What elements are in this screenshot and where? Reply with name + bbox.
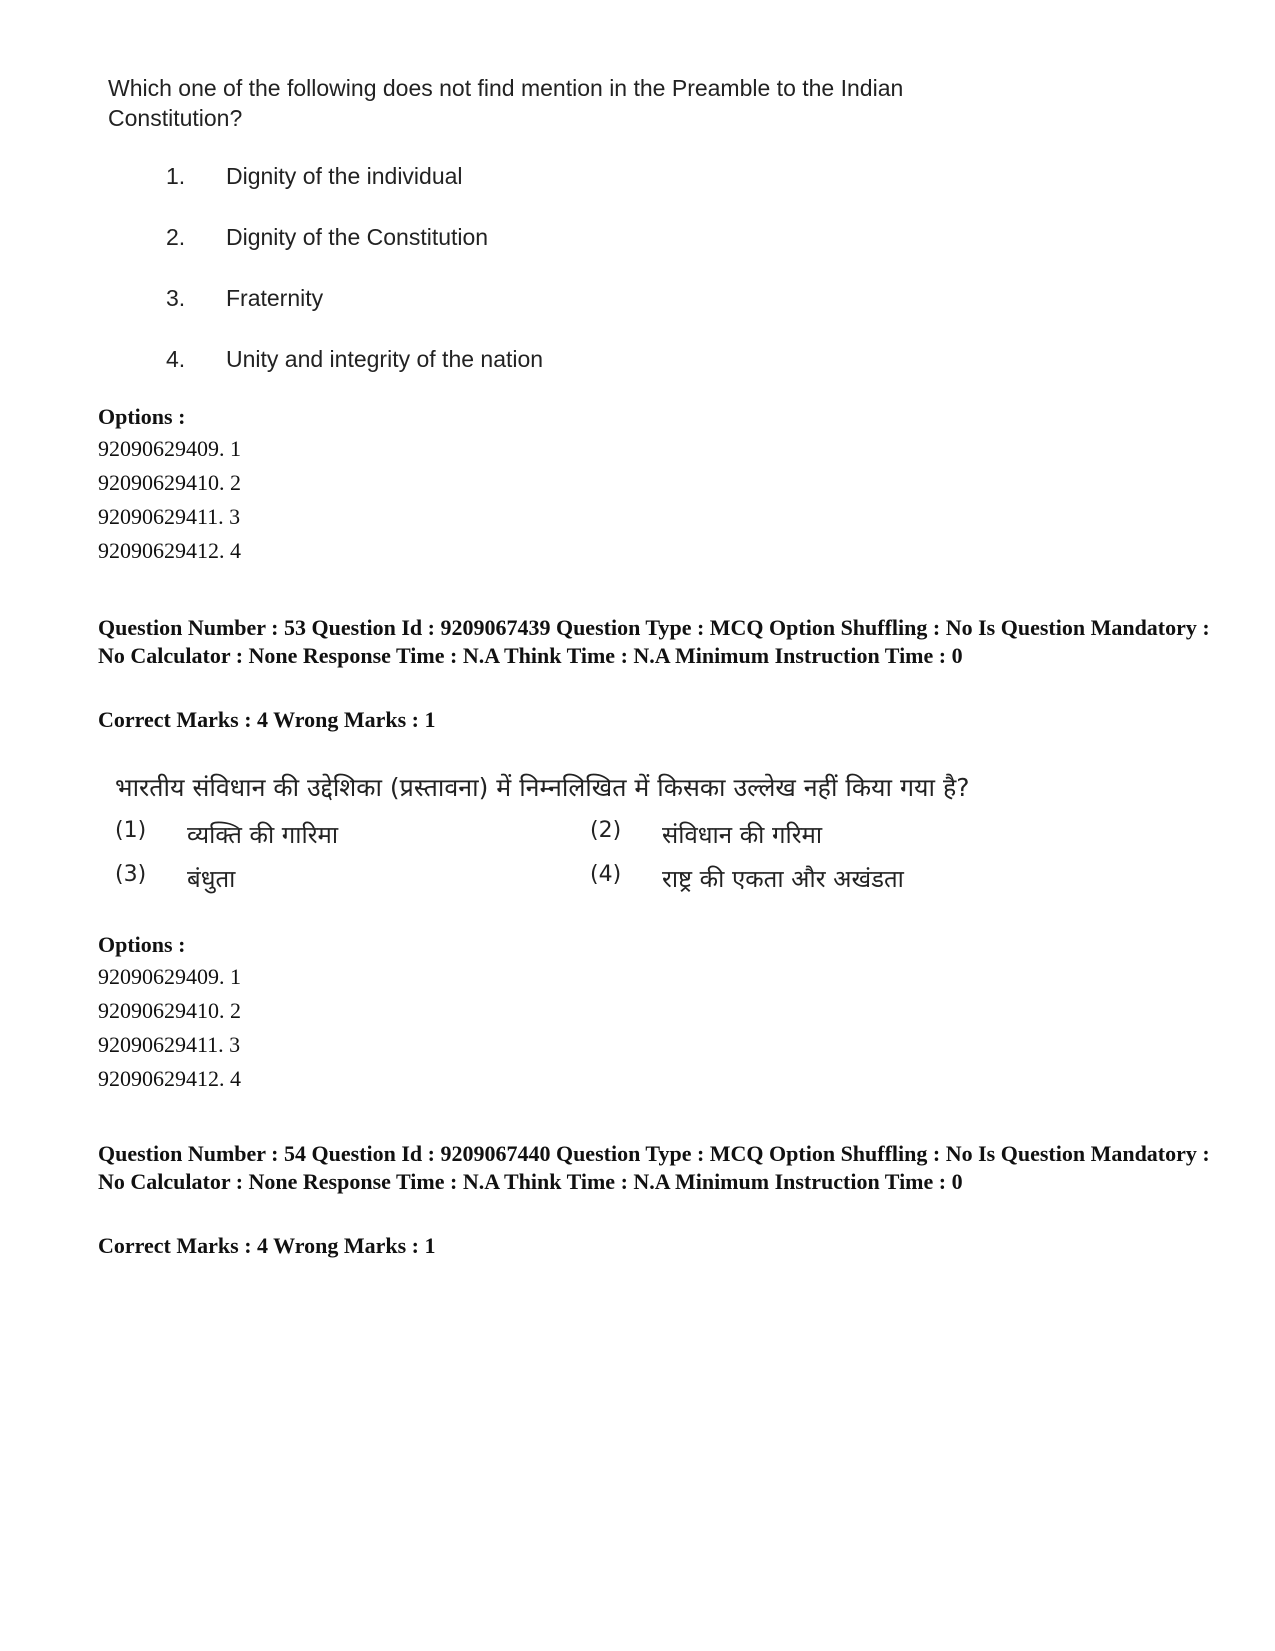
- choice-text: व्यक्ति की गारिमा: [187, 821, 339, 849]
- options-heading: Options :: [98, 404, 186, 429]
- question-53-options: [98, 930, 241, 1096]
- choice-number: 4.: [166, 346, 186, 372]
- choice-item: [166, 346, 543, 407]
- question-53-marks: Correct Marks : 4 Wrong Marks : 1: [98, 707, 436, 732]
- question-52-options: [98, 402, 241, 568]
- option-line: 92090629409. 1: [98, 436, 241, 461]
- hindi-choice-4: [590, 862, 904, 895]
- choice-number: (1): [115, 818, 147, 843]
- option-line: 92090629412. 4: [98, 538, 241, 563]
- options-heading: Options :: [98, 932, 186, 957]
- choice-number: 3.: [166, 285, 186, 311]
- option-line: 92090629409. 1: [98, 964, 241, 989]
- choice-text: Dignity of the individual: [226, 163, 463, 189]
- choice-text: राष्ट्र की एकता और अखंडता: [662, 865, 904, 893]
- option-line: 92090629411. 3: [98, 504, 241, 529]
- choice-item: [166, 224, 543, 285]
- choice-text: संविधान की गरिमा: [662, 821, 823, 849]
- question-53-hindi-stem: भारतीय संविधान की उद्देशिका (प्रस्तावना) में निम्नलिखित में किसका उल्लेख नहीं किया गया है?: [115, 773, 970, 802]
- option-line: 92090629412. 4: [98, 1066, 241, 1091]
- choice-number: 1.: [166, 163, 186, 189]
- hindi-choice-3: [115, 862, 235, 895]
- hindi-choice-1: [115, 818, 338, 851]
- question-52-choices: [166, 163, 543, 407]
- question-52-stem: Which one of the following does not find mention in the Preamble to the Indian Constitution?: [108, 75, 904, 131]
- question-53-meta: Question Number : 53 Question Id : 9209067439 Question Type : MCQ Option Shuffling : No Is Question Mandatory : No Calculator : None Response Time : N.A Think Time : N.A Minimum Instruction Time : 0: [98, 615, 1210, 668]
- option-line: 92090629410. 2: [98, 470, 241, 495]
- choice-text: Dignity of the Constitution: [226, 224, 489, 250]
- question-54-meta: Question Number : 54 Question Id : 9209067440 Question Type : MCQ Option Shuffling : No Is Question Mandatory : No Calculator : None Response Time : N.A Think Time : N.A Minimum Instruction Time : 0: [98, 1141, 1210, 1194]
- option-line: 92090629411. 3: [98, 1032, 241, 1057]
- choice-number: (3): [115, 862, 147, 887]
- choice-item: [166, 163, 543, 224]
- choice-number: (2): [590, 818, 622, 843]
- hindi-choice-2: [590, 818, 822, 851]
- choice-item: [166, 285, 543, 346]
- choice-number: 2.: [166, 224, 186, 250]
- choice-text: Unity and integrity of the nation: [226, 346, 544, 372]
- option-line: 92090629410. 2: [98, 998, 241, 1023]
- choice-text: बंधुता: [187, 865, 236, 893]
- choice-text: Fraternity: [226, 285, 324, 311]
- question-54-marks: Correct Marks : 4 Wrong Marks : 1: [98, 1233, 436, 1258]
- choice-number: (4): [590, 862, 622, 887]
